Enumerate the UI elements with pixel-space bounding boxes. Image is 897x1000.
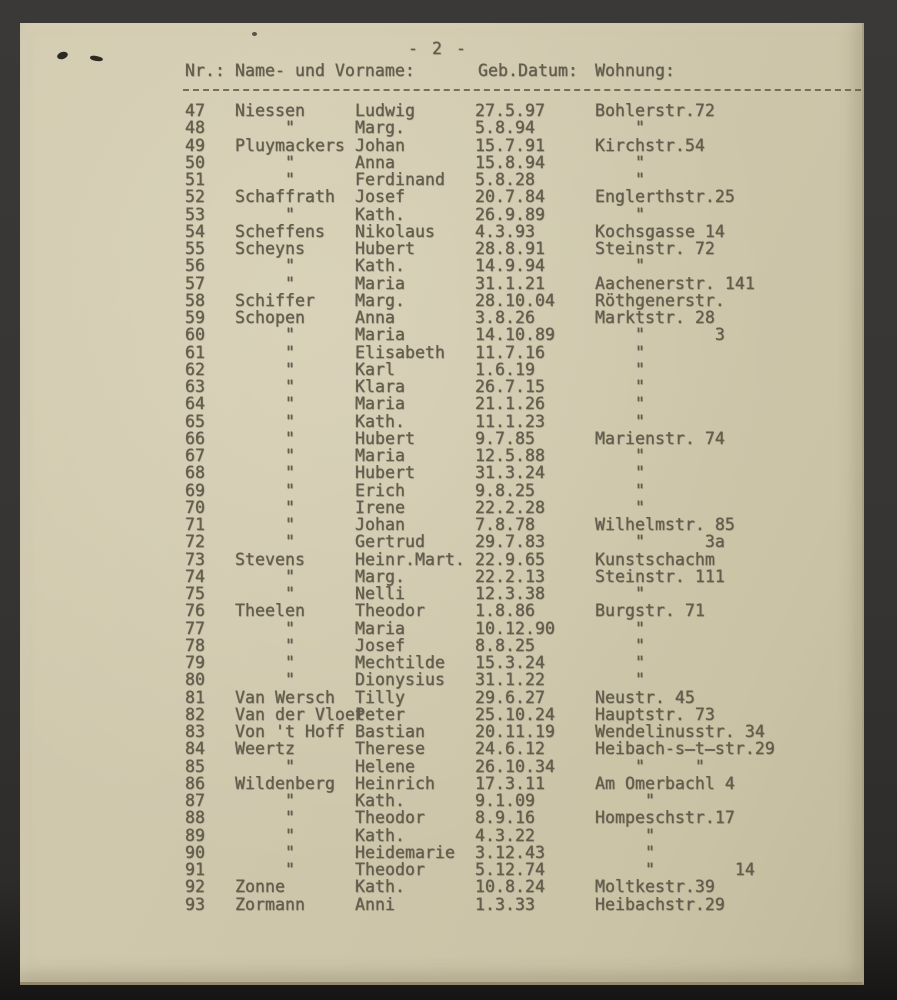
row-address: " 3 [595,325,725,345]
row-nr: 84 [185,739,205,759]
table-row [20,395,862,412]
row-nr: 82 [185,704,205,724]
row-nr: 72 [185,532,205,552]
row-nr: 51 [185,170,205,189]
row-surname: " [235,808,295,828]
row-firstname: Anni [355,894,395,914]
table-row [20,637,862,654]
row-firstname: Josef [355,187,405,207]
row-address: " 14 [595,860,755,879]
row-firstname: Nelli [355,584,405,603]
table-row [20,257,862,274]
table-row [20,758,862,775]
row-firstname: Maria [355,325,405,345]
row-nr: 64 [185,394,205,414]
row-nr: 56 [185,256,205,276]
table-row [20,309,862,326]
table-row [20,102,862,119]
row-nr: 55 [185,239,205,258]
table-row [20,740,862,757]
row-surname: " [235,204,295,224]
row-firstname: Peter [355,704,405,724]
row-birthdate: 15.7.91 [475,135,545,155]
row-surname: Von 't Hoff [235,722,345,741]
row-firstname: Kath. [355,791,405,810]
table-row [20,137,862,154]
row-nr: 87 [185,791,205,810]
row-birthdate: 31.1.21 [475,273,545,293]
table-row [20,620,862,637]
row-address: Hauptstr. 73 [595,704,715,724]
row-nr: 69 [185,480,205,500]
row-firstname: Johan [355,515,405,534]
row-firstname: Klara [355,377,405,396]
row-firstname: Theodor [355,860,425,879]
row-firstname: Ludwig [355,101,415,120]
row-birthdate: 14.10.89 [475,325,555,345]
row-birthdate: 15.8.94 [475,152,545,172]
row-firstname: Theodor [355,808,425,828]
row-surname: " [235,411,295,431]
row-address: " [595,446,645,465]
row-nr: 81 [185,687,205,707]
table-row [20,206,862,223]
table-row [20,154,862,171]
row-surname: " [235,842,295,862]
table-row [20,326,862,343]
row-birthdate: 7.8.78 [475,515,535,534]
row-nr: 76 [185,601,205,621]
row-birthdate: 3.8.26 [475,308,535,327]
row-birthdate: 14.9.94 [475,256,545,276]
row-surname: " [235,532,295,552]
row-birthdate: 29.6.27 [475,687,545,707]
row-address: " [595,670,645,690]
table-row [20,413,862,430]
table-row [20,344,862,361]
row-nr: 47 [185,101,205,120]
row-birthdate: 17.3.11 [475,773,545,793]
row-address: Am Omerbachl 4 [595,773,735,793]
row-surname: " [235,566,295,586]
row-surname: Van der Vloet [235,704,365,724]
row-birthdate: 10.12.90 [475,618,555,638]
row-birthdate: 5.8.94 [475,118,535,138]
row-nr: 78 [185,635,205,655]
row-birthdate: 31.1.22 [475,670,545,690]
row-address: " [595,394,645,414]
table-row [20,447,862,464]
row-nr: 65 [185,411,205,431]
row-birthdate: 5.12.74 [475,860,545,879]
table-row [20,792,862,809]
row-surname: " [235,515,295,534]
row-birthdate: 8.9.16 [475,808,535,828]
row-address: Heibachstr.29 [595,894,725,914]
row-birthdate: 5.8.28 [475,170,535,189]
row-nr: 53 [185,204,205,224]
row-surname: " [235,273,295,293]
row-birthdate: 1.3.33 [475,894,535,914]
row-nr: 75 [185,584,205,603]
row-birthdate: 9.1.09 [475,791,535,810]
table-row [20,499,862,516]
row-nr: 52 [185,187,205,207]
row-surname: " [235,377,295,396]
row-nr: 63 [185,377,205,396]
row-birthdate: 26.7.15 [475,377,545,396]
row-address: " [595,825,655,845]
row-address: " [595,411,645,431]
row-surname: " [235,325,295,345]
row-surname: " [235,118,295,138]
row-address: Kochsgasse 14 [595,221,725,241]
table-row [20,861,862,878]
row-surname: " [235,497,295,517]
row-firstname: Josef [355,635,405,655]
table-row [20,275,862,292]
row-firstname: Dionysius [355,670,445,690]
table-row [20,809,862,826]
row-surname: " [235,342,295,362]
row-address: Kirchstr.54 [595,135,705,155]
row-nr: 86 [185,773,205,793]
row-nr: 90 [185,842,205,862]
row-nr: 70 [185,497,205,517]
table-row [20,361,862,378]
row-birthdate: 1.8.86 [475,601,535,621]
row-address: " [595,497,645,517]
column-header-birthdate: Geb.Datum: [478,61,578,80]
row-birthdate: 24.6.12 [475,739,545,759]
row-birthdate: 22.9.65 [475,549,545,569]
row-address: Hompeschstr.17 [595,808,735,828]
row-birthdate: 26.9.89 [475,204,545,224]
row-birthdate: 27.5.97 [475,101,545,120]
row-firstname: Therese [355,739,425,759]
row-address: Moltkestr.39 [595,877,715,897]
row-surname: Zormann [235,894,305,914]
row-birthdate: 12.5.88 [475,446,545,465]
row-address: " " [595,756,705,776]
row-surname: Zonne [235,877,285,897]
row-birthdate: 21.1.26 [475,394,545,414]
row-firstname: Johan [355,135,405,155]
row-address: Bohlerstr.72 [595,101,715,120]
row-surname: Schopen [235,308,305,327]
row-nr: 73 [185,549,205,569]
row-firstname: Kath. [355,825,405,845]
row-surname: " [235,256,295,276]
row-nr: 85 [185,756,205,776]
table-row [20,430,862,447]
row-nr: 62 [185,359,205,379]
table-row [20,654,862,671]
row-firstname: Kath. [355,256,405,276]
row-address: Steinstr. 72 [595,239,715,258]
table-row [20,602,862,619]
table-row [20,671,862,688]
row-firstname: Maria [355,394,405,414]
row-birthdate: 1.6.19 [475,359,535,379]
row-surname: " [235,463,295,483]
table-row [20,706,862,723]
row-address: Wilhelmstr. 85 [595,515,735,534]
table-row [20,585,862,602]
row-firstname: Hubert [355,428,415,448]
row-nr: 91 [185,860,205,879]
row-firstname: Marg. [355,118,405,138]
table-row [20,689,862,706]
row-firstname: Hubert [355,463,415,483]
row-firstname: Heidemarie [355,842,455,862]
row-nr: 80 [185,670,205,690]
row-surname: Theelen [235,601,305,621]
table-row [20,878,862,895]
row-surname: " [235,860,295,879]
row-firstname: Gertrud [355,532,425,552]
row-birthdate: 4.3.22 [475,825,535,845]
row-birthdate: 25.10.24 [475,704,555,724]
row-nr: 60 [185,325,205,345]
row-address: Burgstr. 71 [595,601,705,621]
table-row [20,119,862,136]
row-firstname: Kath. [355,877,405,897]
table-row [20,516,862,533]
row-nr: 83 [185,722,205,741]
row-firstname: Karl [355,359,395,379]
row-birthdate: 28.10.04 [475,290,555,310]
row-birthdate: 12.3.38 [475,584,545,603]
row-birthdate: 3.12.43 [475,842,545,862]
typewritten-content [20,23,862,982]
row-firstname: Mechtilde [355,653,445,672]
row-address: Marktstr. 28 [595,308,715,327]
row-surname: " [235,480,295,500]
row-firstname: Heinr.Mart. [355,549,465,569]
row-surname: " [235,791,295,810]
row-address: " [595,204,645,224]
row-birthdate: 31.3.24 [475,463,545,483]
row-firstname: Marg. [355,290,405,310]
row-address: Kunstschachm [595,549,715,569]
table-row [20,775,862,792]
row-firstname: Hubert [355,239,415,258]
row-address: Steinstr. 111 [595,566,725,586]
row-nr: 89 [185,825,205,845]
row-address: " [595,635,645,655]
row-address: " [595,377,645,396]
table-row [20,223,862,240]
row-address: Marienstr. 74 [595,428,725,448]
row-surname: Stevens [235,549,305,569]
row-nr: 58 [185,290,205,310]
table-row [20,171,862,188]
row-surname: " [235,428,295,448]
row-address: " [595,256,645,276]
row-nr: 59 [185,308,205,327]
row-firstname: Kath. [355,204,405,224]
row-surname: Pluymackers [235,135,345,155]
table-row [20,827,862,844]
row-nr: 50 [185,152,205,172]
column-header-nr: Nr.: [185,61,225,80]
row-birthdate: 9.7.85 [475,428,535,448]
row-firstname: Nikolaus [355,221,435,241]
table-row [20,240,862,257]
row-address: " [595,463,645,483]
row-surname: Wildenberg [235,773,335,793]
row-firstname: Heinrich [355,773,435,793]
row-address: " [595,618,645,638]
row-surname: " [235,756,295,776]
row-address: " 3a [595,532,725,552]
row-nr: 77 [185,618,205,638]
row-firstname: Bastian [355,722,425,741]
table-row [20,896,862,913]
table-row [20,292,862,309]
row-surname: " [235,394,295,414]
table-row [20,844,862,861]
row-firstname: Irene [355,497,405,517]
row-surname: Weertz [235,739,295,759]
row-birthdate: 9.8.25 [475,480,535,500]
row-firstname: Marg. [355,566,405,586]
row-nr: 54 [185,221,205,241]
row-firstname: Erich [355,480,405,500]
table-row [20,464,862,481]
row-nr: 92 [185,877,205,897]
row-address: Englerthstr.25 [595,187,735,207]
table-row [20,723,862,740]
row-address: " [595,152,645,172]
row-address: " [595,359,645,379]
column-header-address: Wohnung: [595,61,675,80]
row-firstname: Maria [355,446,405,465]
row-address: " [595,584,645,603]
row-surname: Schaffrath [235,187,335,207]
row-address: " [595,653,645,672]
table-row [20,533,862,550]
row-firstname: Helene [355,756,415,776]
row-nr: 67 [185,446,205,465]
row-birthdate: 8.8.25 [475,635,535,655]
row-address: " [595,170,645,189]
row-surname: " [235,635,295,655]
row-birthdate: 20.11.19 [475,722,555,741]
row-nr: 93 [185,894,205,914]
row-surname: " [235,653,295,672]
row-address: Aachenerstr. 141 [595,273,755,293]
row-surname: " [235,618,295,638]
row-address: " [595,118,645,138]
row-surname: " [235,825,295,845]
row-birthdate: 22.2.13 [475,566,545,586]
row-birthdate: 15.3.24 [475,653,545,672]
row-birthdate: 20.7.84 [475,187,545,207]
row-nr: 71 [185,515,205,534]
row-firstname: Maria [355,273,405,293]
table-row [20,482,862,499]
row-firstname: Kath. [355,411,405,431]
row-address: Röthgenerstr. [595,290,725,310]
row-birthdate: 11.1.23 [475,411,545,431]
column-header-name: Name- und Vorname: [235,61,415,80]
row-nr: 79 [185,653,205,672]
row-firstname: Tilly [355,687,405,707]
row-nr: 88 [185,808,205,828]
row-firstname: Theodor [355,601,425,621]
register-table [20,102,862,913]
row-address: Neustr. 45 [595,687,695,707]
separator-line [183,89,861,91]
table-row [20,188,862,205]
document-page [20,23,864,985]
row-nr: 49 [185,135,205,155]
table-row [20,568,862,585]
row-birthdate: 4.3.93 [475,221,535,241]
row-birthdate: 22.2.28 [475,497,545,517]
table-row [20,378,862,395]
row-surname: Scheyns [235,239,305,258]
row-address: " [595,842,655,862]
row-nr: 61 [185,342,205,362]
row-address: " [595,791,655,810]
row-birthdate: 28.8.91 [475,239,545,258]
row-surname: " [235,152,295,172]
row-firstname: Maria [355,618,405,638]
row-address: Heibach-s̶t̶str.29 [595,739,775,759]
row-nr: 48 [185,118,205,138]
row-firstname: Anna [355,308,395,327]
row-nr: 57 [185,273,205,293]
row-surname: " [235,584,295,603]
row-address: " [595,480,645,500]
row-surname: " [235,446,295,465]
row-surname: Schiffer [235,290,315,310]
row-birthdate: 29.7.83 [475,532,545,552]
row-surname: " [235,359,295,379]
row-surname: Niessen [235,101,305,120]
page-number: - 2 - [408,39,468,58]
row-nr: 68 [185,463,205,483]
row-surname: Van Wersch [235,687,335,707]
row-firstname: Ferdinand [355,170,445,189]
row-nr: 66 [185,428,205,448]
row-address: " [595,342,645,362]
table-row [20,551,862,568]
row-firstname: Anna [355,152,395,172]
row-surname: " [235,170,295,189]
row-address: Wendelinusstr. 34 [595,722,765,741]
row-surname: Scheffens [235,221,325,241]
row-surname: " [235,670,295,690]
row-firstname: Elisabeth [355,342,445,362]
row-birthdate: 26.10.34 [475,756,555,776]
row-birthdate: 11.7.16 [475,342,545,362]
row-birthdate: 10.8.24 [475,877,545,897]
row-nr: 74 [185,566,205,586]
